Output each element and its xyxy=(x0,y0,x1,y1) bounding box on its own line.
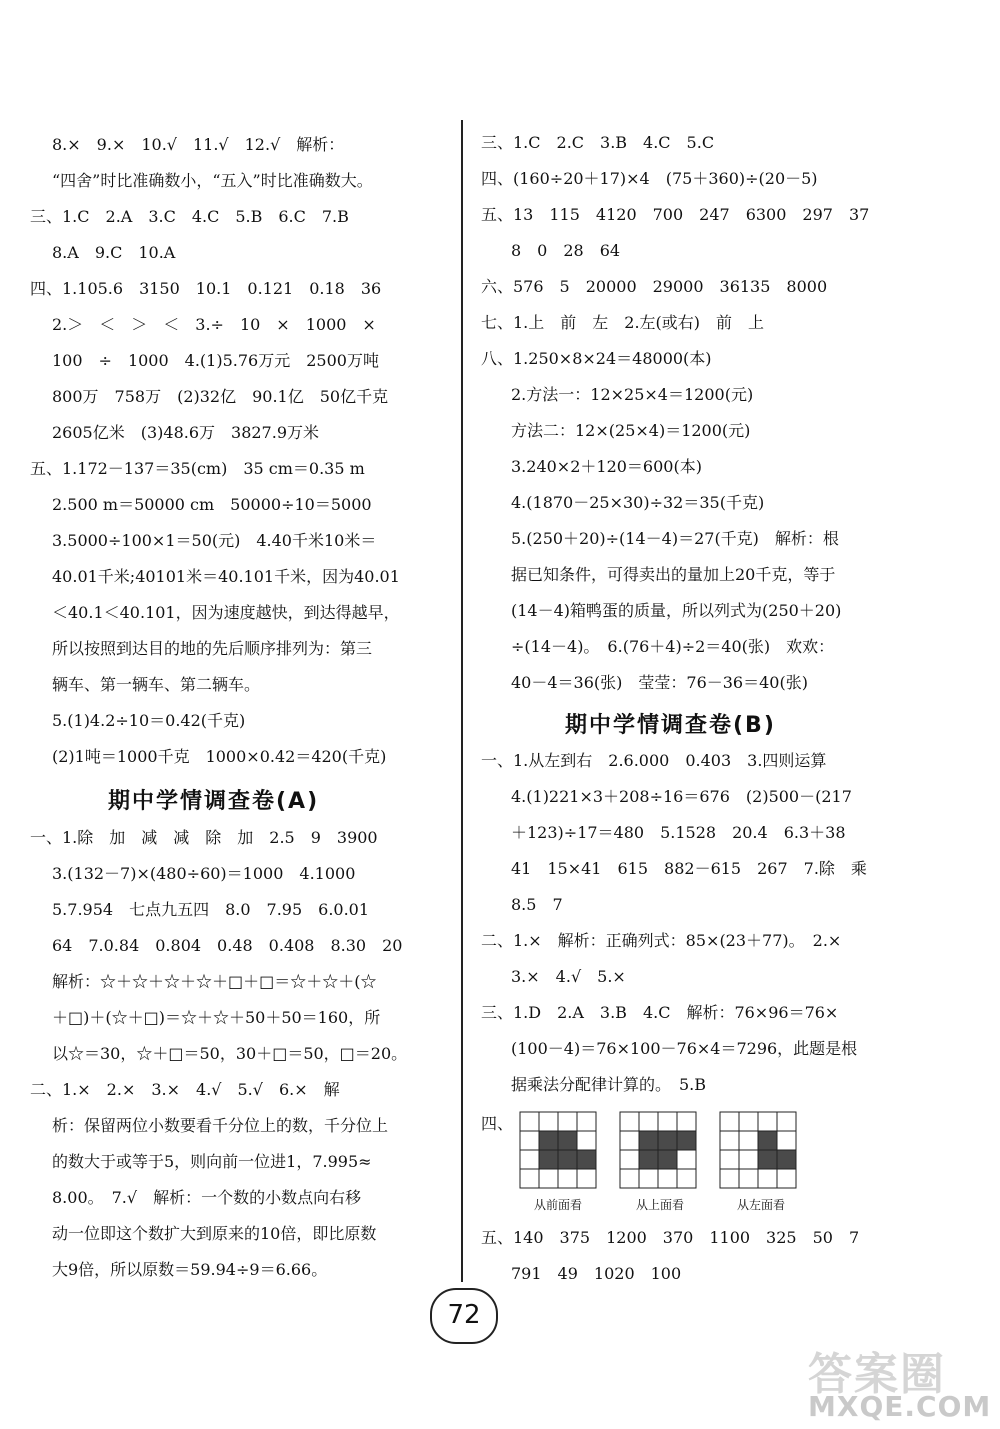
grid-cell xyxy=(720,1169,739,1188)
grid-caption-top: 从上面看 xyxy=(635,1198,684,1212)
text-line: 8.A 9.C 10.A xyxy=(52,243,176,262)
text-line: 四、(160÷20＋17)×4 (75＋360)÷(20－5) xyxy=(481,169,818,188)
grid-cell xyxy=(677,1169,696,1188)
grid-cell-shaded xyxy=(558,1131,577,1150)
grid-cell xyxy=(739,1169,758,1188)
text-line: 以☆＝30，☆＋□＝50，30＋□＝50，□＝20。 xyxy=(52,1044,408,1063)
grid-front-view xyxy=(518,1110,598,1190)
text-line: 辆车、第一辆车、第二辆车。 xyxy=(52,675,261,694)
text-line: 所以按照到达目的地的先后顺序排列为：第三 xyxy=(52,639,373,658)
grid-cell xyxy=(739,1131,758,1150)
grid-cell xyxy=(577,1112,596,1131)
text-line: ＋123)÷17＝480 5.1528 20.4 6.3＋38 xyxy=(511,823,846,842)
text-line: 七、1.上 前 左 2.左(或右) 前 上 xyxy=(481,313,765,332)
grid-cell xyxy=(520,1131,539,1150)
text-line: 40－4＝36(张) 莹莹：76－36＝40(张) xyxy=(511,673,808,692)
text-line: 一、1.除 加 减 减 除 加 2.5 9 3900 xyxy=(30,828,378,847)
text-line: ＋□)＋(☆＋□)＝☆＋☆＋50＋50＝160，所 xyxy=(52,1008,381,1027)
text-line: 五、13 115 4120 700 247 6300 297 37 xyxy=(481,205,870,224)
grid-cell xyxy=(777,1169,796,1188)
text-line: 8.× 9.× 10.√ 11.√ 12.√ 解析： xyxy=(52,135,345,154)
text-line: 791 49 1020 100 xyxy=(511,1264,682,1283)
text-line: 三、1.C 2.C 3.B 4.C 5.C xyxy=(481,133,715,152)
grid-cell xyxy=(739,1112,758,1131)
grid-cell-shaded xyxy=(677,1131,696,1150)
section-heading-a: 期中学情调查卷(A) xyxy=(108,789,320,814)
text-line: 40.01千米;40101米＝40.101千米，因为40.01 xyxy=(52,567,400,586)
grid-cell xyxy=(620,1131,639,1150)
grid-cell xyxy=(658,1112,677,1131)
grid-top-view xyxy=(618,1110,698,1190)
text-line: 二、1.× 2.× 3.× 4.√ 5.√ 6.× 解 xyxy=(30,1080,340,1099)
text-line: (14－4)箱鸭蛋的质量，所以列式为(250＋20) xyxy=(511,601,842,620)
grid-top-svg xyxy=(618,1110,698,1190)
grid-cell-shaded xyxy=(658,1150,677,1169)
grid-cell-shaded xyxy=(539,1131,558,1150)
grid-cell xyxy=(777,1112,796,1131)
text-line: 方法二：12×(25×4)＝1200(元) xyxy=(511,421,751,440)
grid-cell-shaded xyxy=(558,1150,577,1169)
grid-left-svg xyxy=(718,1110,798,1190)
grid-cell xyxy=(758,1112,777,1131)
text-line: 六、576 5 20000 29000 36135 8000 xyxy=(481,277,828,296)
text-line: 3.5000÷100×1＝50(元) 4.40千米10米＝ xyxy=(52,531,377,550)
grid-cell-shaded xyxy=(539,1150,558,1169)
text-line: “四舍”时比准确数小，“五入”时比准确数大。 xyxy=(52,171,373,190)
grid-caption-front: 从前面看 xyxy=(533,1198,582,1212)
grid-cell-shaded xyxy=(758,1150,777,1169)
watermark-logo xyxy=(808,1338,993,1423)
grid-cell xyxy=(620,1169,639,1188)
text-line: (2)1吨＝1000千克 1000×0.42＝420(千克) xyxy=(52,747,387,766)
grid-cell xyxy=(558,1112,577,1131)
text-line: 800万 758万 (2)32亿 90.1亿 50亿千克 xyxy=(52,387,389,406)
grid-cell xyxy=(558,1169,577,1188)
grid-cell-shaded xyxy=(777,1150,796,1169)
grid-cell xyxy=(720,1112,739,1131)
grid-cell xyxy=(577,1131,596,1150)
grid-front-svg xyxy=(518,1110,598,1190)
grid-cell xyxy=(620,1112,639,1131)
text-line: 一、1.从左到右 2.6.000 0.403 3.四则运算 xyxy=(481,751,827,770)
text-line: 64 7.0.84 0.804 0.48 0.408 8.30 20 xyxy=(52,936,403,955)
grid-left-view xyxy=(718,1110,798,1190)
grid-cell xyxy=(739,1150,758,1169)
column-divider xyxy=(461,120,463,1282)
grid-cell xyxy=(677,1112,696,1131)
text-line: 的数大于或等于5，则向前一位进1，7.995≈ xyxy=(52,1152,372,1171)
text-line: 8.5 7 xyxy=(511,895,563,914)
text-line: 据乘法分配律计算的。 5.B xyxy=(511,1075,707,1094)
text-line: 解析：☆＋☆＋☆＋☆＋□＋□＝☆＋☆＋(☆ xyxy=(52,972,377,991)
grid-cell xyxy=(520,1112,539,1131)
grid-cell xyxy=(639,1112,658,1131)
grid-cell xyxy=(639,1169,658,1188)
grid-cell xyxy=(777,1131,796,1150)
text-line: 5.(250＋20)÷(14－4)＝27(千克) 解析：根 xyxy=(511,529,839,548)
text-line: 三、1.D 2.A 3.B 4.C 解析：76×96＝76× xyxy=(481,1003,839,1022)
text-line: 3.240×2＋120＝600(本) xyxy=(511,457,702,476)
watermark-text: MXQE.COM xyxy=(808,1390,992,1423)
text-line: ＜40.1＜40.101，因为速度越快，到达得越早， xyxy=(52,603,400,622)
text-line: 5.7.954 七点九五四 8.0 7.95 6.0.01 xyxy=(52,900,370,919)
text-line: 4.(1870－25×30)÷32＝35(千克) xyxy=(511,493,765,512)
grid-cell xyxy=(520,1169,539,1188)
grid-cell-shaded xyxy=(639,1150,658,1169)
text-line: 动一位即这个数扩大到原来的10倍，即比原数 xyxy=(52,1224,377,1243)
grid-cell-shaded xyxy=(639,1131,658,1150)
text-line: 8.00。 7.√ 解析：一个数的小数点向右移 xyxy=(52,1188,362,1207)
text-line: 析：保留两位小数要看千分位上的数，千分位上 xyxy=(52,1116,389,1135)
grid-cell xyxy=(677,1150,696,1169)
grid-cell xyxy=(539,1112,558,1131)
text-line: 五、1.172－137＝35(cm) 35 cm＝0.35 m xyxy=(30,459,365,478)
grid-cell xyxy=(758,1169,777,1188)
grid-cell xyxy=(720,1150,739,1169)
watermark-glyphs: 答案圈 xyxy=(808,1349,946,1400)
grid-cell-shaded xyxy=(758,1131,777,1150)
text-line: 3.(132－7)×(480÷60)＝1000 4.1000 xyxy=(52,864,356,883)
text-line: 三、1.C 2.A 3.C 4.C 5.B 6.C 7.B xyxy=(30,207,349,226)
grid-caption-left: 从左面看 xyxy=(736,1198,785,1212)
text-line: 据已知条件，可得卖出的量加上20千克，等于 xyxy=(511,565,836,584)
text-line: 大9倍，所以原数＝59.94÷9＝6.66。 xyxy=(52,1260,328,1279)
text-line: 2.方法一：12×25×4＝1200(元) xyxy=(511,385,754,404)
grid-cell-shaded xyxy=(658,1131,677,1150)
text-line: ÷(14－4)。 6.(76＋4)÷2＝40(张) 欢欢： xyxy=(511,637,835,656)
grid-cell-shaded xyxy=(577,1150,596,1169)
grid-cell xyxy=(620,1150,639,1169)
text-line: 2.＞ ＜ ＞ ＜ 3.÷ 10 × 1000 × xyxy=(52,315,376,334)
grid-cell xyxy=(520,1150,539,1169)
text-line: 5.(1)4.2÷10＝0.42(千克) xyxy=(52,711,246,730)
text-line: 41 15×41 615 882－615 267 7.除 乘 xyxy=(511,859,867,878)
text-line: 100 ÷ 1000 4.(1)5.76万元 2500万吨 xyxy=(52,351,379,370)
text-line: 8 0 28 64 xyxy=(511,241,621,260)
text-line: (100－4)＝76×100－76×4＝7296，此题是根 xyxy=(511,1039,858,1058)
text-line: 五、140 375 1200 370 1100 325 50 7 xyxy=(481,1228,860,1247)
text-line: 2605亿米 (3)48.6万 3827.9万米 xyxy=(52,423,319,442)
page-number: 72 xyxy=(430,1288,498,1344)
section-heading-b: 期中学情调查卷(B) xyxy=(565,713,776,738)
grid-cell xyxy=(720,1131,739,1150)
grid-cell xyxy=(658,1169,677,1188)
text-line: 3.× 4.√ 5.× xyxy=(511,967,626,986)
grid-cell xyxy=(577,1169,596,1188)
text-line: 八、1.250×8×24＝48000(本) xyxy=(481,349,712,368)
text-line: 4.(1)221×3＋208÷16＝676 (2)500－(217 xyxy=(511,787,852,806)
text-line: 二、1.× 解析：正确列式：85×(23＋77)。 2.× xyxy=(481,931,842,950)
text-line: 2.500 m＝50000 cm 50000÷10＝5000 xyxy=(52,495,372,514)
grid-cell xyxy=(539,1169,558,1188)
section-label: 四、 xyxy=(481,1114,514,1133)
text-line: 四、1.105.6 3150 10.1 0.121 0.18 36 xyxy=(30,279,382,298)
